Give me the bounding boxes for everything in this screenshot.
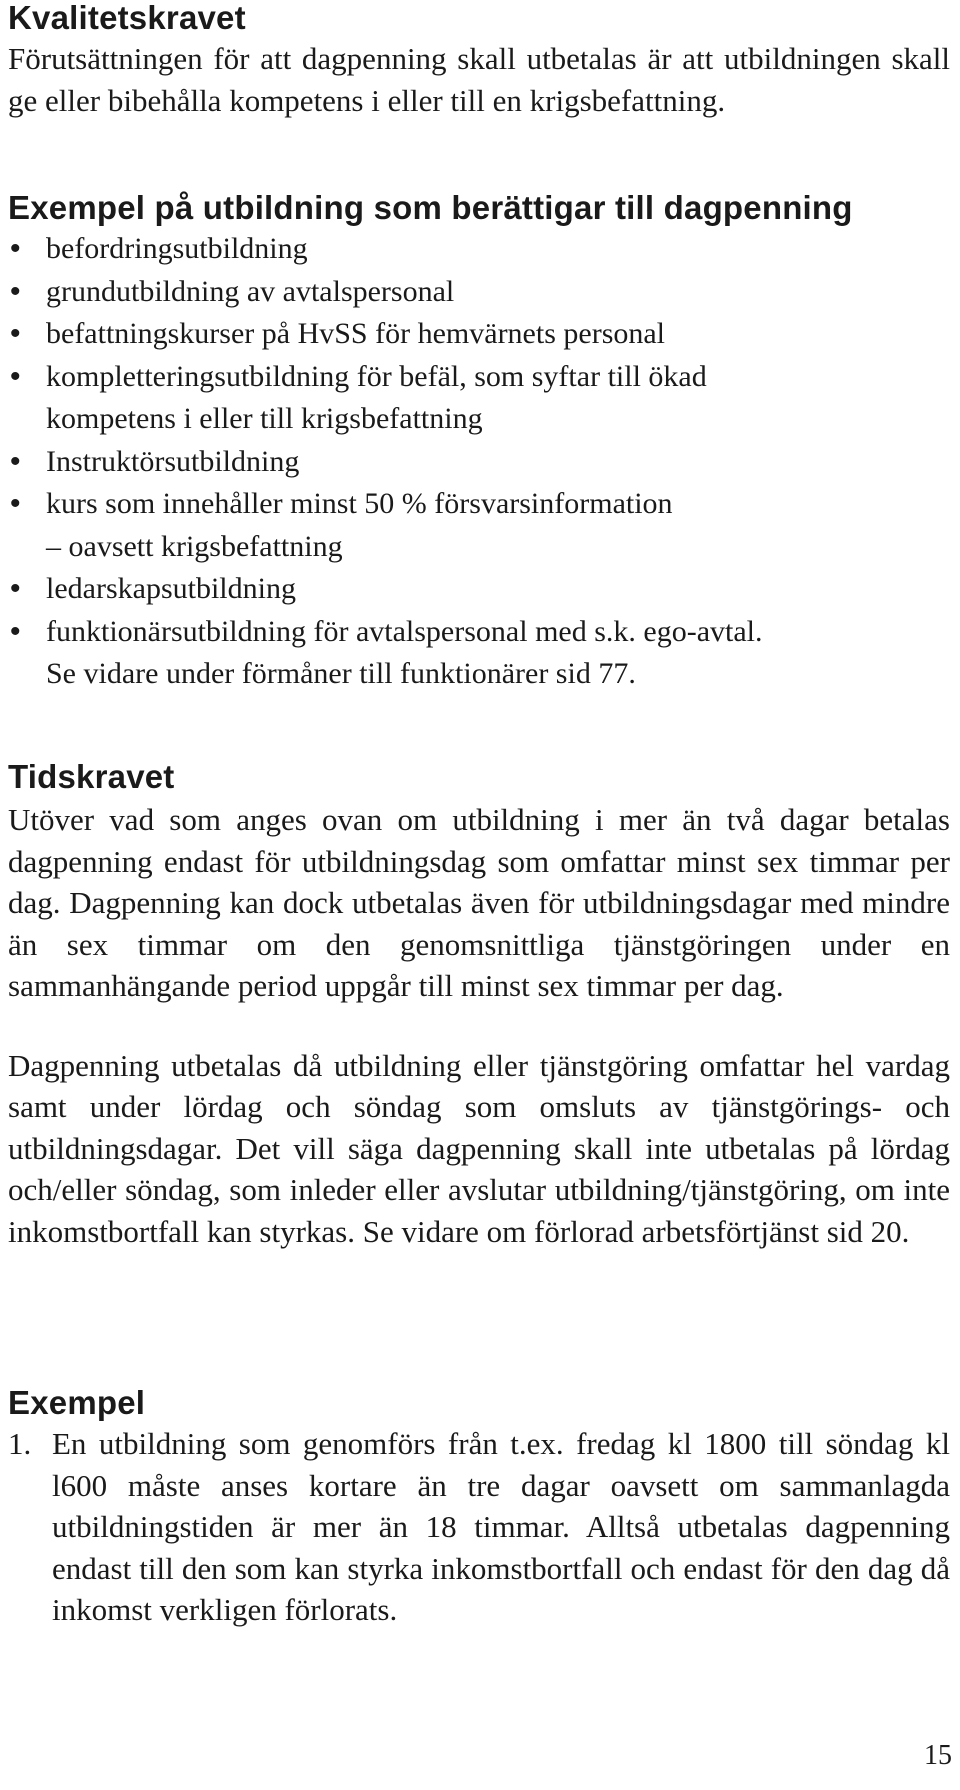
- section-paragraph: Förutsättningen för att dagpenning skall utbetalas är att utbildningen skall ge eller bibehålla kompetens i eller till en krigsbefattning.: [8, 41, 950, 118]
- list-item: [8, 271, 950, 314]
- bullet-icon: •: [10, 232, 21, 265]
- list-item-continuation: kompetens i eller till krigsbefattning: [46, 402, 483, 435]
- list-item-text: befordringsutbildning: [46, 232, 308, 265]
- bullet-icon: •: [10, 317, 21, 350]
- list-item-text: grundutbildning av avtalspersonal: [46, 274, 455, 308]
- list-item-text: befattningskurser på HvSS för hemvärnets personal: [46, 317, 666, 350]
- page-number: 15: [924, 1740, 952, 1771]
- section-paragraph: Dagpenning utbetalas då utbildning eller tjänstgöring omfattar hel vardag samt under lördag och söndag som omsluts av tjänstgörings- och utbildningsdagar. Det vill säga dagpenning skall inte utbetalas på lördag och/eller söndag, som inleder eller avslutar utbildning/tjänstgöring, om inte inkomstbortfall kan styrkas. Se vidare om förlorad arbetsförtjänst sid 20.: [8, 1047, 950, 1249]
- section-heading: Exempel: [8, 1384, 146, 1421]
- list-item: [8, 1423, 950, 1631]
- list-item-continuation: Se vidare under förmåner till funktionärer sid 77.: [46, 657, 636, 690]
- section-eligible-training: [8, 188, 950, 696]
- list-item-text: Instruktörsutbildning: [46, 444, 300, 478]
- bullet-icon: •: [10, 274, 21, 308]
- list-item: [8, 483, 950, 568]
- section-tidskravet: [8, 757, 950, 1252]
- list-item-number: 1.: [8, 1426, 32, 1461]
- list-item: [8, 441, 950, 484]
- section-paragraph: Utöver vad som anges ovan om utbildning i mer än två dagar betalas dagpenning endast för utbildningsdag som omfattar minst sex timmar per dag. Dagpenning kan dock utbetalas även för utbildningsdagar med mindre än sex timmar om den genomsnittliga tjänstgöringen under en sammanhängande period uppgår till minst sex timmar per dag.: [8, 802, 950, 1003]
- bullet-icon: •: [10, 614, 21, 648]
- training-list: [8, 228, 950, 696]
- list-item-text: kompletteringsutbildning för befäl, som syftar till ökad: [46, 359, 707, 393]
- section-kvalitetskravet: [8, 0, 950, 121]
- section-exempel: [8, 1383, 950, 1631]
- list-item: [8, 356, 950, 441]
- bullet-icon: •: [10, 359, 21, 393]
- list-item: [8, 568, 950, 611]
- example-list: [8, 1423, 950, 1631]
- section-heading: Kvalitetskravet: [8, 0, 246, 36]
- section-heading: Exempel på utbildning som berättigar till dagpenning: [8, 189, 853, 226]
- list-item-continuation: – oavsett krigsbefattning: [46, 529, 343, 563]
- list-item: [8, 313, 950, 356]
- list-item: [8, 228, 950, 271]
- section-heading: Tidskravet: [8, 758, 175, 795]
- list-item-text: kurs som innehåller minst 50 % försvarsinformation: [46, 487, 673, 520]
- bullet-icon: •: [10, 487, 21, 520]
- bullet-icon: •: [10, 444, 21, 478]
- list-item: [8, 611, 950, 696]
- list-item-text: En utbildning som genomförs från t.ex. fredag kl 1800 till söndag kl l600 måste anses kortare än tre dagar oavsett om sammanlagda utbildningstiden är mer än 18 timmar. Alltså utbetalas dagpenning endast till den som kan styrka inkomstbortfall och endast för den dag då inkomst verkligen förlorats.: [52, 1426, 950, 1627]
- bullet-icon: •: [10, 572, 21, 605]
- list-item-text: ledarskapsutbildning: [46, 572, 296, 605]
- list-item-text: funktionärsutbildning för avtalspersonal med s.k. ego-avtal.: [46, 614, 763, 648]
